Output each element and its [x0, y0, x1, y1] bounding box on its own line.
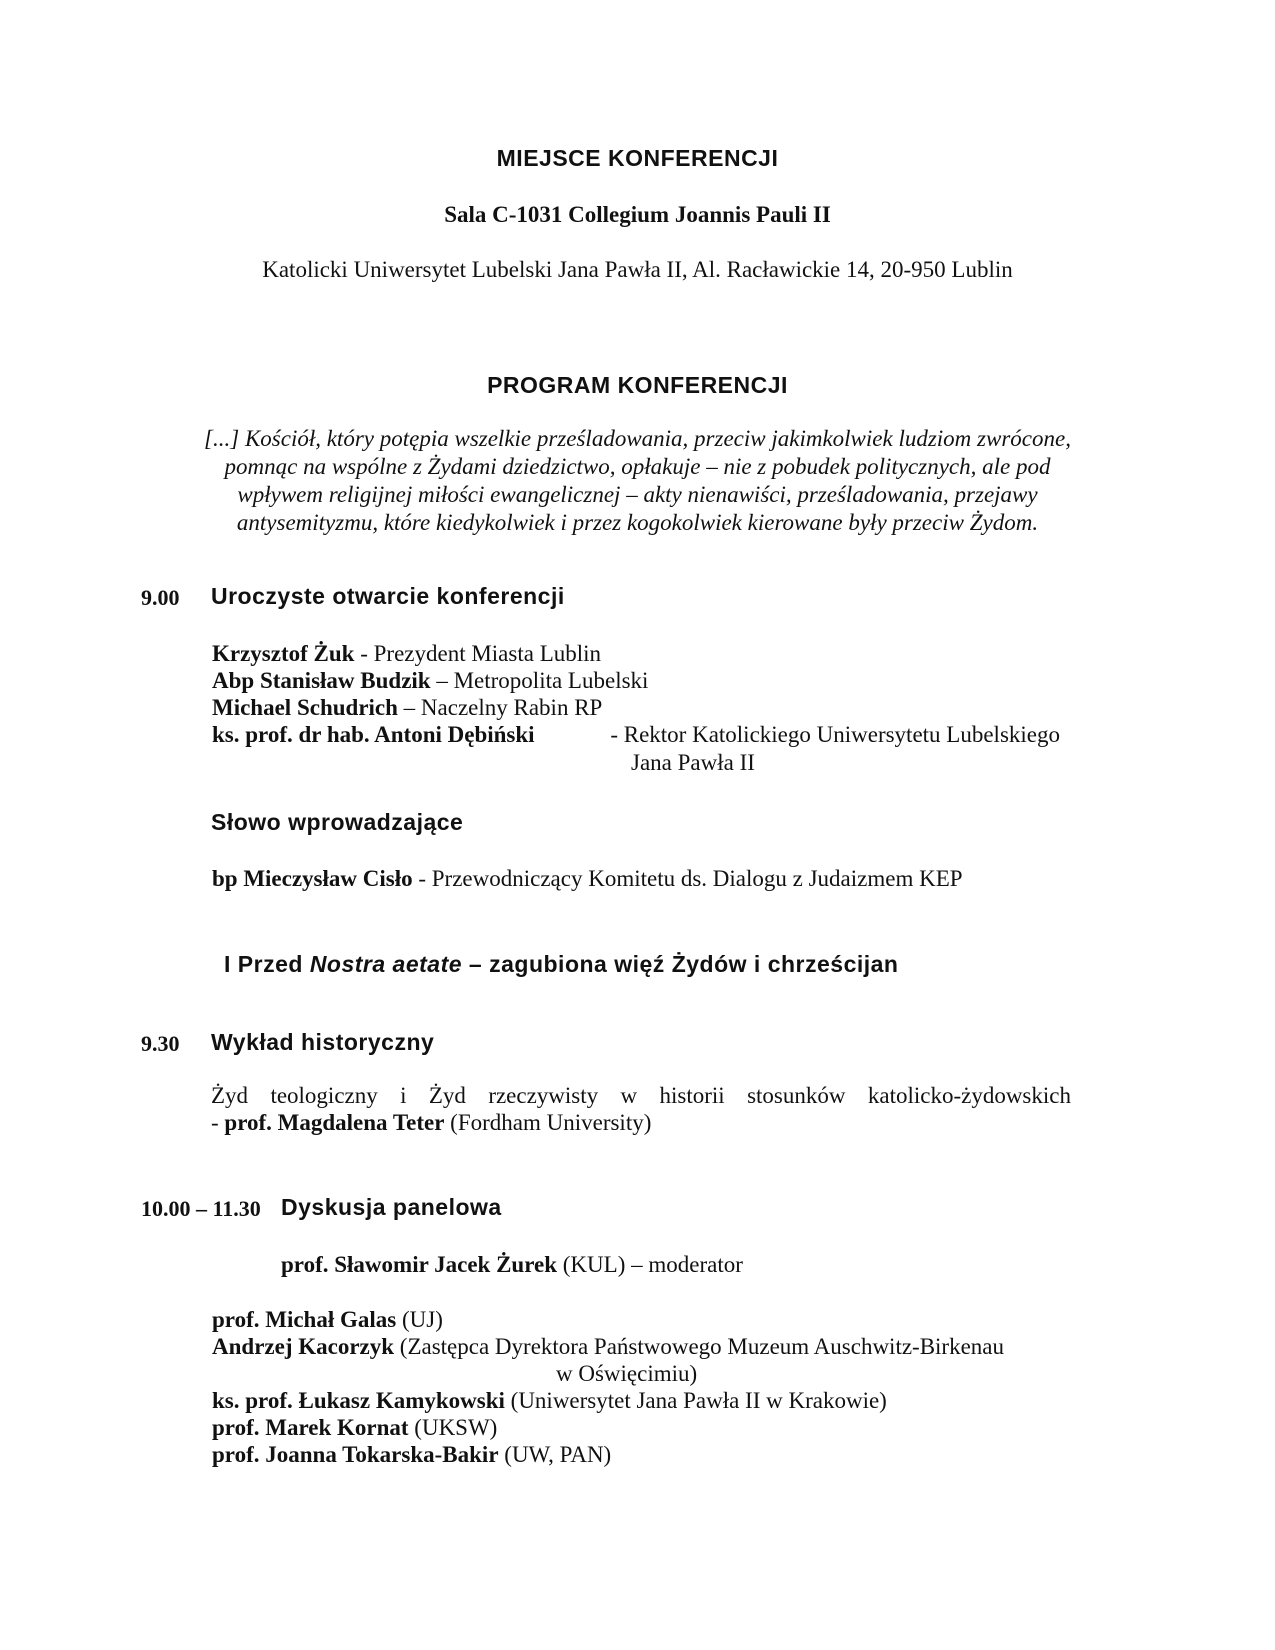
panel-member [212, 1388, 887, 1414]
topic-word: Żyd [211, 1083, 249, 1108]
opening-time: 9.00 [141, 585, 180, 610]
opening-title: Uroczyste otwarcie konferencji [211, 583, 565, 609]
panel-member-continued [556, 1361, 697, 1387]
quote-line: antysemityzmu, które kiedykolwiek i przez kogokolwiek kierowane były przeciw Żydom. [236, 510, 1039, 535]
quote-line: [...] Kościół, który potępia wszelkie prześladowania, przeciw jakimkolwiek ludziom zwrócone, [204, 426, 1071, 451]
moderator-role: (KUL) – moderator [557, 1252, 743, 1277]
topic-word: stosunków [747, 1083, 846, 1108]
member-affil: w Oświęcimiu) [556, 1361, 698, 1386]
panel-time: 10.00 – 11.30 [141, 1196, 261, 1221]
member-affil: (UW, PAN) [498, 1442, 612, 1467]
topic-word: teologiczny [270, 1083, 378, 1108]
speaker-role: - Prezydent Miasta Lublin [354, 641, 602, 666]
section-prefix: I Przed [224, 951, 310, 977]
section-one-heading [224, 951, 898, 978]
program-quote [0, 425, 1275, 537]
panel-member [212, 1415, 497, 1441]
topic-word: Żyd [428, 1083, 466, 1108]
speaker-name: Krzysztof Żuk [212, 641, 355, 666]
venue-heading: MIEJSCE KONFERENCJI [496, 145, 779, 171]
rector-role-continued: Jana Pawła II [631, 750, 755, 775]
panel-member [212, 1334, 1004, 1360]
intro-title: Słowo wprowadzające [211, 809, 464, 835]
venue-room: Sala C-1031 Collegium Joannis Pauli II [444, 202, 831, 227]
member-affil: (Zastępca Dyrektora Państwowego Muzeum Auschwitz-Birkenau [394, 1334, 1005, 1359]
lecture-topic [211, 1083, 1071, 1109]
topic-word: katolicko-żydowskich [867, 1083, 1071, 1108]
panel-title: Dyskusja panelowa [281, 1194, 502, 1220]
panel-member [212, 1307, 443, 1333]
topic-word: w [620, 1083, 638, 1108]
member-name: prof. Michał Galas [212, 1307, 397, 1332]
quote-line: pomnąc na wspólne z Żydami dziedzictwo, opłakuje – nie z pobudek politycznych, ale pod [224, 454, 1051, 479]
section-italic: Nostra aetate [309, 951, 463, 977]
speaker-line [212, 668, 648, 694]
speaker-line [212, 641, 601, 667]
member-affil: (UJ) [396, 1307, 443, 1332]
lecture-time: 9.30 [141, 1031, 180, 1056]
speaker-affil: (Fordham University) [444, 1110, 652, 1135]
member-name: prof. Joanna Tokarska-Bakir [212, 1442, 499, 1467]
speaker-name: bp Mieczysław Cisło [212, 866, 413, 891]
speaker-role: – Naczelny Rabin RP [397, 695, 603, 720]
moderator-line [281, 1252, 743, 1278]
speaker-name: Michael Schudrich [212, 695, 398, 720]
lecture-dash: - [211, 1110, 225, 1135]
speaker-role: - Przewodniczący Komitetu ds. Dialogu z Judaizmem KEP [412, 866, 963, 891]
venue-address: Katolicki Uniwersytet Lubelski Jana Pawła II, Al. Racławickie 14, 20-950 Lublin [262, 257, 1013, 282]
intro-speaker-line [212, 866, 963, 892]
topic-word: historii [659, 1083, 725, 1108]
lecture-speaker-line [211, 1110, 651, 1136]
panel-member [212, 1442, 611, 1468]
member-affil: (Uniwersytet Jana Pawła II w Krakowie) [504, 1388, 887, 1413]
member-affil: (UKSW) [408, 1415, 498, 1440]
speaker-name: prof. Magdalena Teter [224, 1110, 445, 1135]
section-suffix: – zagubiona więź Żydów i chrześcijan [462, 951, 899, 977]
topic-word: i [400, 1083, 407, 1108]
quote-line: wpływem religijnej miłości ewangelicznej – akty nienawiści, prześladowania, przejawy [237, 482, 1038, 507]
rector-name: ks. prof. dr hab. Antoni Dębiński [212, 722, 535, 747]
moderator-name: prof. Sławomir Jacek Żurek [281, 1252, 558, 1277]
program-heading: PROGRAM KONFERENCJI [487, 372, 788, 398]
rector-line [212, 722, 1060, 748]
speaker-line [212, 695, 602, 721]
topic-word: rzeczywisty [488, 1083, 599, 1108]
member-name: ks. prof. Łukasz Kamykowski [212, 1388, 505, 1413]
rector-role: - Rektor Katolickiego Uniwersytetu Lubelskiego [610, 722, 1060, 747]
member-name: prof. Marek Kornat [212, 1415, 409, 1440]
speaker-role: – Metropolita Lubelski [430, 668, 649, 693]
member-name: Andrzej Kacorzyk [212, 1334, 395, 1359]
lecture-title: Wykład historyczny [211, 1029, 435, 1055]
speaker-name: Abp Stanisław Budzik [212, 668, 431, 693]
